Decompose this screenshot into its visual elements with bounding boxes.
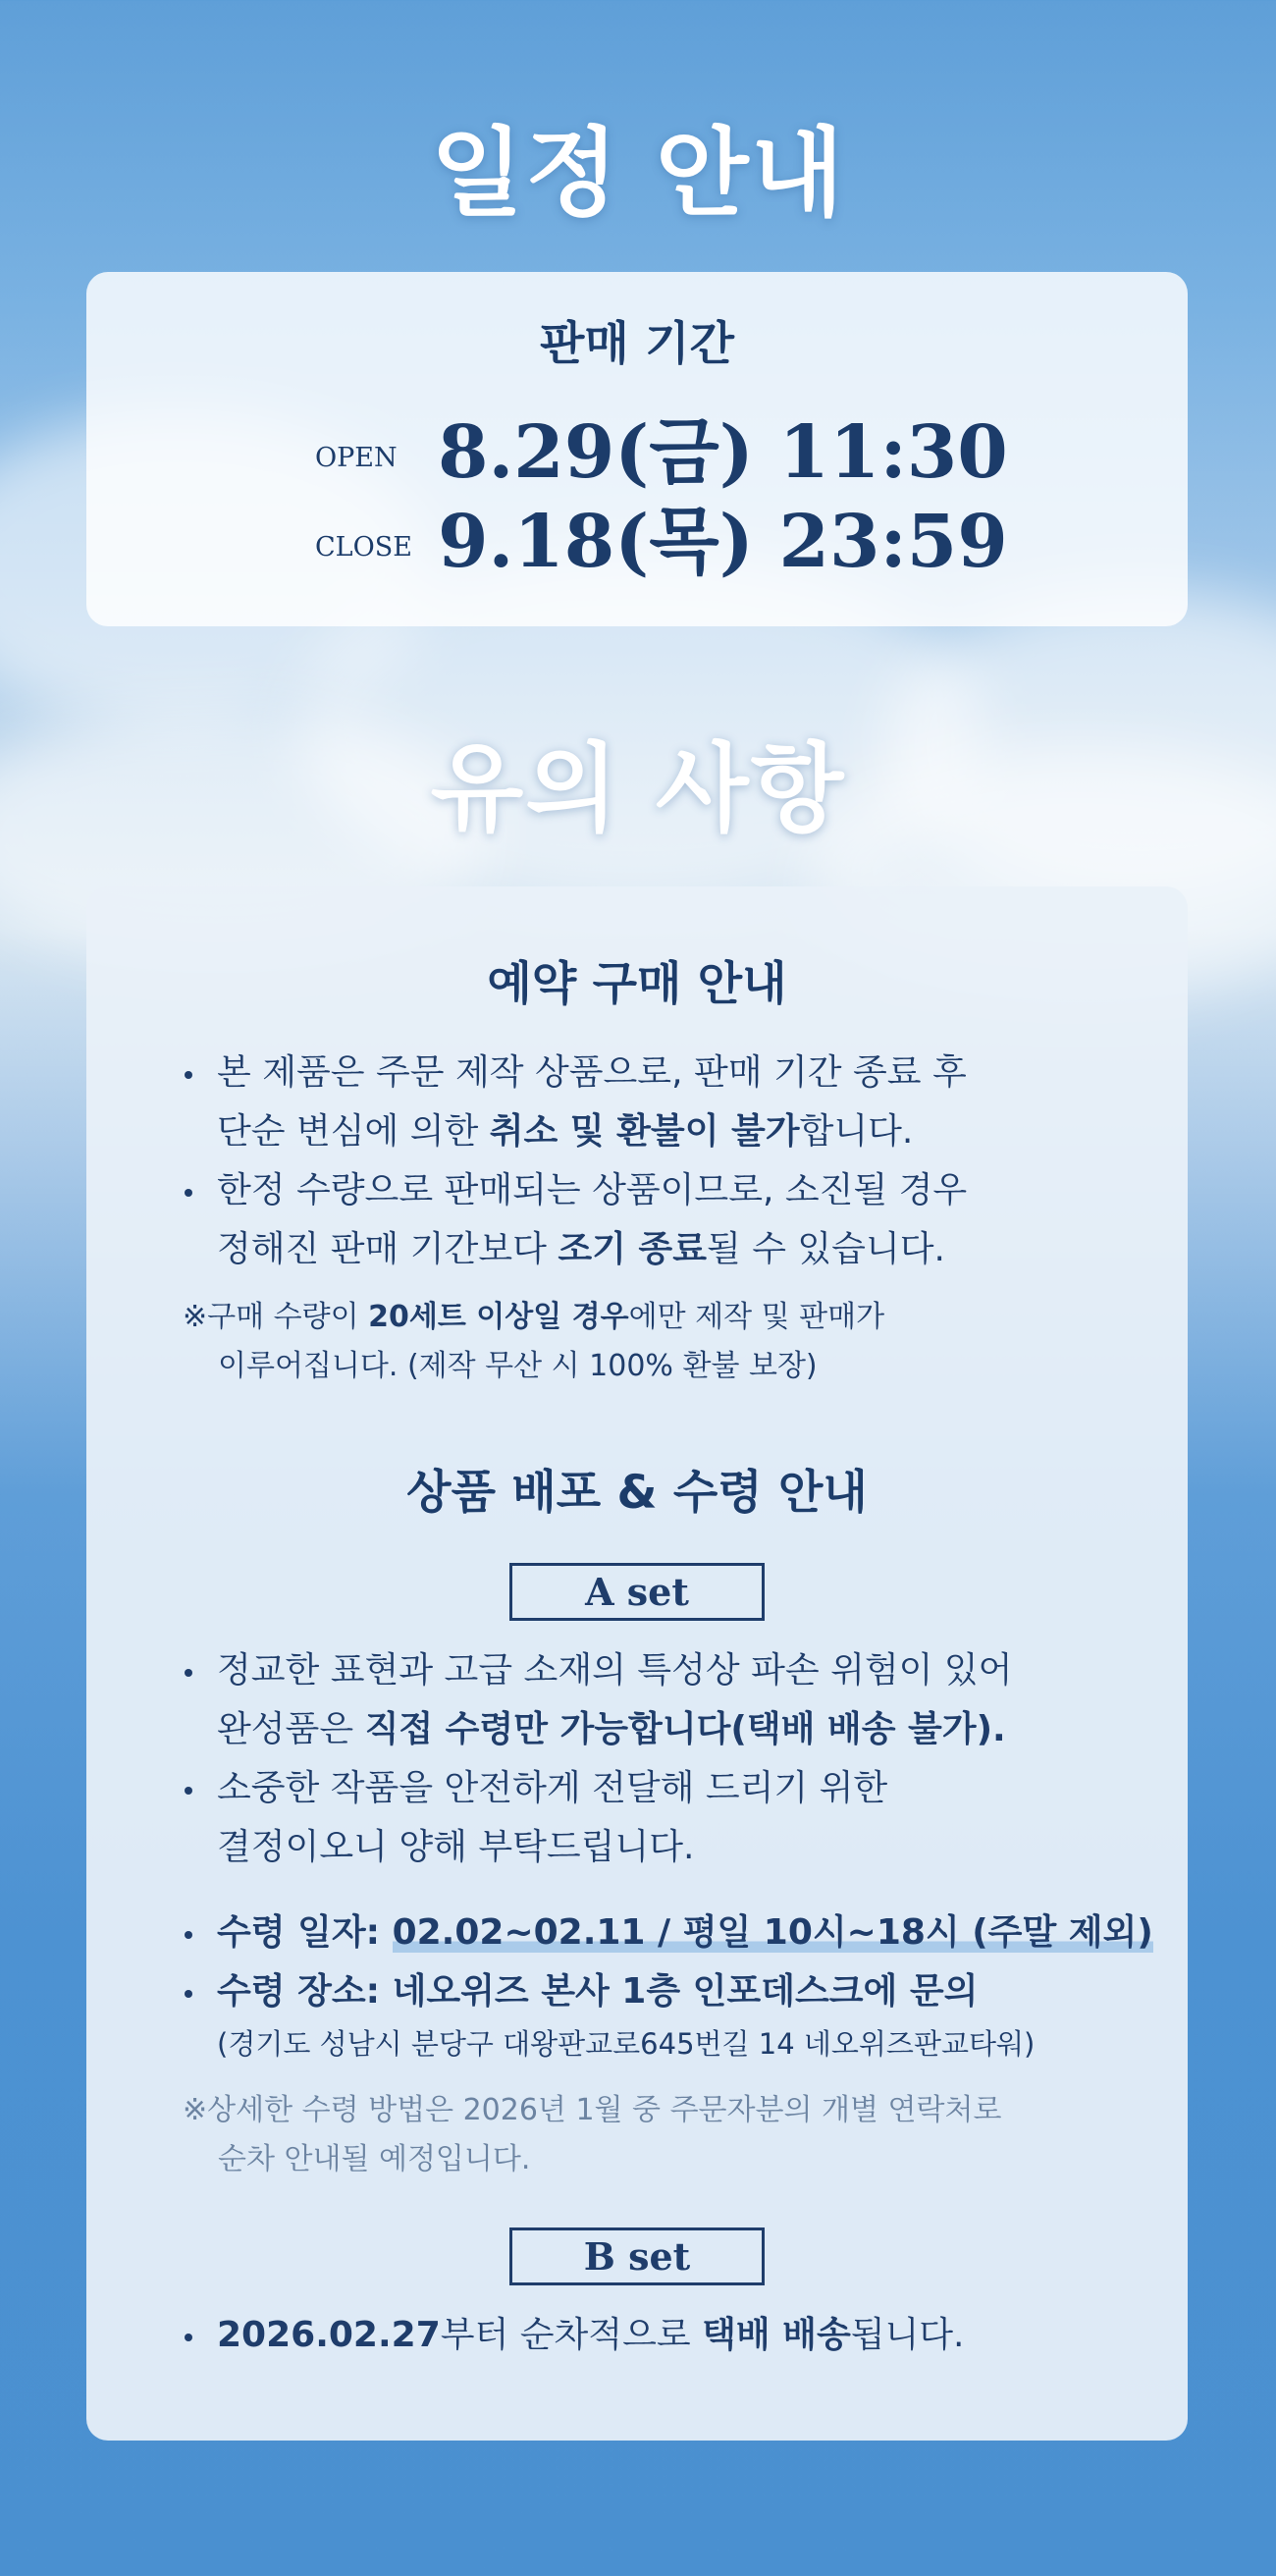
list-item-text xyxy=(217,1700,1188,1759)
text-span: 정해진 판매 기간보다 xyxy=(217,1229,558,1269)
emphasis-text: 조기 종료 xyxy=(558,1229,707,1269)
note-text: 이루어집니다. (제작 무산 시 100% 환불 보장) xyxy=(218,1349,818,1383)
text-span: ※구매 수량이 xyxy=(183,1300,369,1334)
text-span: 에만 제작 및 판매가 xyxy=(628,1300,885,1334)
open-value: 8.29(금) 11:30 xyxy=(438,410,1008,495)
close-row xyxy=(86,496,1188,584)
text-span: 부터 순차적으로 xyxy=(440,2315,703,2355)
emphasis-text: 2026.02.27 xyxy=(217,2315,441,2355)
list-item-text: 본 제품은 주문 제작 상품으로, 판매 기간 종료 후 xyxy=(217,1052,967,1093)
pickup-date-label: 수령 일자: xyxy=(217,1912,393,1953)
delivery-title: 상품 배포 & 수령 안내 xyxy=(406,1466,868,1520)
text-span: 단순 변심에 의한 xyxy=(217,1111,490,1152)
schedule-panel xyxy=(86,272,1188,626)
close-label: CLOSE xyxy=(315,532,412,563)
list-item xyxy=(86,1161,1188,1279)
set-a-note xyxy=(183,2086,1001,2184)
list-item xyxy=(86,1641,1188,1759)
pickup-place-item xyxy=(86,1962,1188,2066)
pickup-place-label: 수령 장소: xyxy=(217,1971,393,2012)
list-item-text: 한정 수량으로 판매되는 상품이므로, 소진될 경우 xyxy=(217,1170,968,1210)
close-value: 9.18(목) 23:59 xyxy=(438,500,1008,584)
list-item-text xyxy=(217,1102,1188,1161)
reservation-note xyxy=(183,1293,884,1391)
emphasis-text: 20세트 이상일 경우 xyxy=(368,1300,629,1334)
note-text: 순차 안내될 예정입니다. xyxy=(218,2142,531,2176)
list-item-text: 소중한 작품을 안전하게 전달해 드리기 위한 xyxy=(217,1768,888,1808)
list-item xyxy=(86,1759,1188,1877)
set-a-list xyxy=(86,1641,1188,1877)
pickup-date-item xyxy=(86,1904,1188,1962)
text-span: 완성품은 xyxy=(217,1709,365,1749)
sale-period-title: 판매 기간 xyxy=(540,317,734,371)
emphasis-text: 택배 배송 xyxy=(702,2315,851,2355)
text-span: 합니다. xyxy=(799,1111,914,1152)
set-b-list xyxy=(86,2306,1188,2365)
schedule-heading: 일정 안내 xyxy=(430,117,846,230)
text-span: 됩니다. xyxy=(850,2315,965,2355)
emphasis-text: 직접 수령만 가능합니다(택배 배송 불가). xyxy=(364,1709,1006,1749)
list-item-text xyxy=(217,1220,1188,1279)
notice-heading: 유의 사항 xyxy=(430,732,846,845)
list-item-text: 정교한 표현과 고급 소재의 특성상 파손 위험이 있어 xyxy=(217,1650,1013,1690)
pickup-info-list xyxy=(86,1904,1188,2066)
set-a-label: A set xyxy=(509,1563,765,1621)
emphasis-text: 취소 및 환불이 불가 xyxy=(489,1111,800,1152)
reservation-title: 예약 구매 안내 xyxy=(487,957,787,1011)
notice-panel xyxy=(86,886,1188,2441)
note-text xyxy=(183,1293,884,1342)
list-item-text: 결정이오니 양해 부탁드립니다. xyxy=(217,1827,695,1867)
open-row xyxy=(86,406,1188,495)
list-item xyxy=(86,2306,1188,2365)
reservation-list xyxy=(86,1044,1188,1279)
pickup-address: (경기도 성남시 분당구 대왕판교로645번길 14 네오위즈판교타워) xyxy=(217,2027,1036,2061)
set-b-label: B set xyxy=(509,2227,765,2285)
text-span: 될 수 있습니다. xyxy=(706,1229,945,1269)
note-text: ※상세한 수령 방법은 2026년 1월 중 주문자분의 개별 연락처로 xyxy=(183,2093,1002,2127)
pickup-place-value: 네오위즈 본사 1층 인포데스크에 문의 xyxy=(392,1971,979,2012)
list-item xyxy=(86,1044,1188,1161)
pickup-date-value: 02.02~02.11 / 평일 10시~18시 (주말 제외) xyxy=(392,1912,1153,1953)
open-label: OPEN xyxy=(315,443,398,473)
